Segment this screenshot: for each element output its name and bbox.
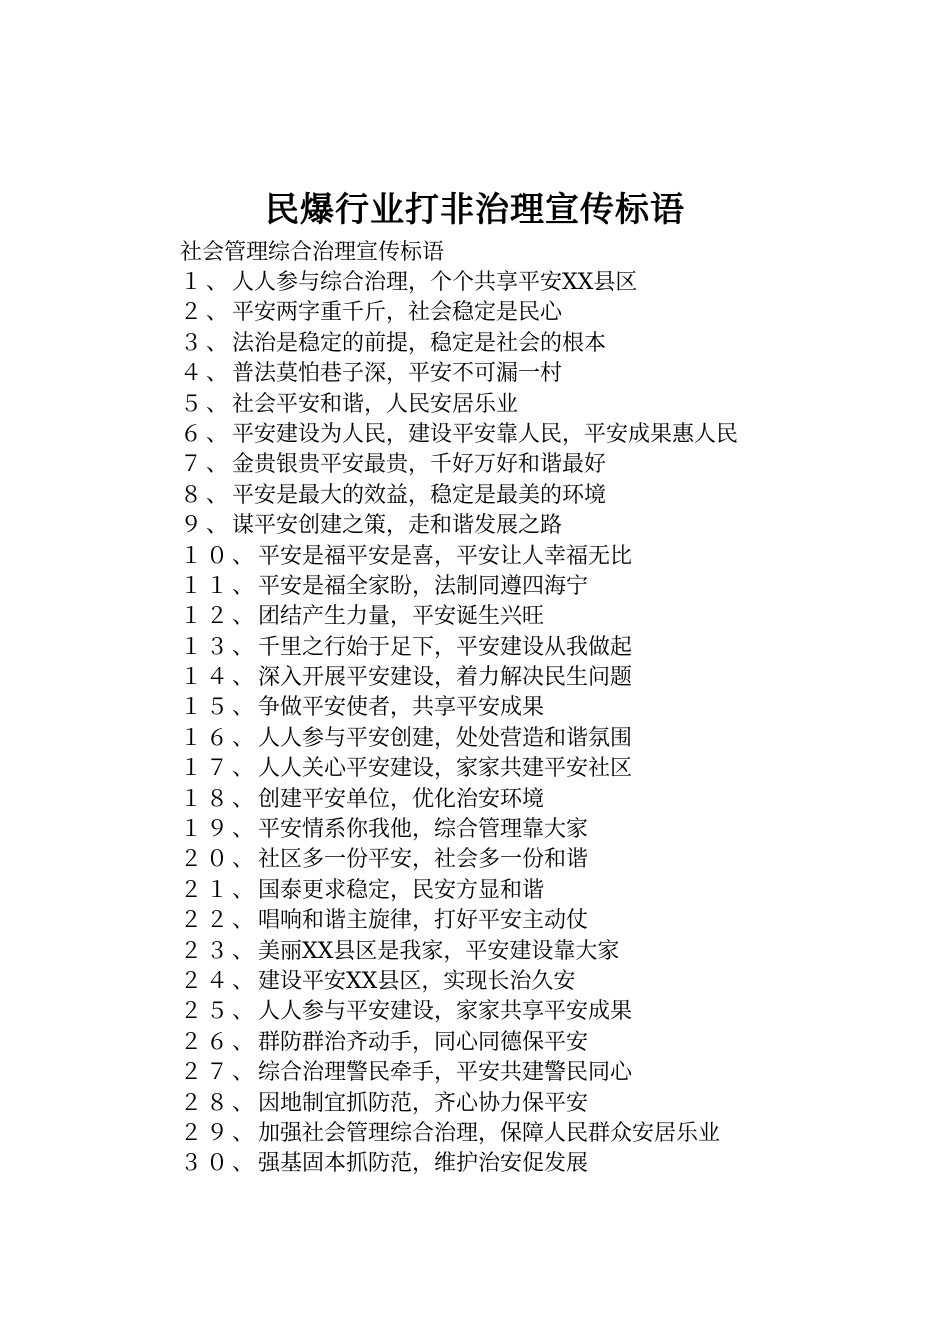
list-item-number: １３、 <box>180 634 259 660</box>
list-item-text: 社区多一份平安，社会多一份和谐 <box>258 847 589 873</box>
list-item-number: ２０、 <box>180 847 259 873</box>
list-item <box>180 876 880 906</box>
list-item-number: １８、 <box>180 786 259 812</box>
list-item-text: 美丽XX县区是我家，平安建设靠大家 <box>258 938 620 964</box>
list-item-number: ２２、 <box>180 908 259 934</box>
list-item <box>180 1058 880 1088</box>
list-item <box>180 663 880 693</box>
list-item <box>180 329 880 359</box>
list-item-number: ９、 <box>180 513 233 539</box>
list-item <box>180 481 880 511</box>
list-item-number: ２３、 <box>180 938 259 964</box>
list-item <box>180 1119 880 1149</box>
list-item <box>180 542 880 572</box>
list-item-text: 强基固本抓防范，维护治安促发展 <box>258 1151 589 1177</box>
list-item <box>180 724 880 754</box>
list-item-text: 建设平安XX县区，实现长治久安 <box>258 968 576 994</box>
list-item-number: １１、 <box>180 573 259 599</box>
list-item-text: 普法莫怕巷子深，平安不可漏一村 <box>232 361 563 387</box>
list-item <box>180 785 880 815</box>
list-item <box>180 450 880 480</box>
list-item-number: １５、 <box>180 695 259 721</box>
list-item <box>180 1089 880 1119</box>
subtitle: 社会管理综合治理宣传标语 <box>180 240 445 265</box>
list-item-number: ２７、 <box>180 1060 259 1086</box>
list-item-number: １７、 <box>180 756 259 782</box>
list-item <box>180 937 880 967</box>
list-item-text: 人人参与平安建设，家家共享平安成果 <box>258 999 633 1025</box>
list-item <box>180 298 880 328</box>
list-item <box>180 754 880 784</box>
list-item-number: １、 <box>180 270 233 295</box>
list-item-number: ８、 <box>180 482 233 508</box>
list-item-text: 平安两字重千斤，社会稳定是民心 <box>232 300 563 326</box>
list-item-text: 法治是稳定的前提，稳定是社会的根本 <box>232 330 607 356</box>
list-item-text: 金贵银贵平安最贵，千好万好和谐最好 <box>232 452 607 478</box>
list-item-number: ２、 <box>180 300 233 326</box>
list-item <box>180 815 880 845</box>
list-item-text: 创建平安单位，优化治安环境 <box>258 786 545 812</box>
list-item-text: 人人参与综合治理，个个共享平安XX县区 <box>232 270 638 295</box>
list-item-text: 社会平安和谐，人民安居乐业 <box>232 391 519 417</box>
list-item-text: 深入开展平安建设，着力解决民生问题 <box>258 665 633 691</box>
list-item-text: 千里之行始于足下，平安建设从我做起 <box>258 634 633 660</box>
list-item-number: ７、 <box>180 452 233 478</box>
list-item-text: 国泰更求稳定，民安方显和谐 <box>258 877 545 903</box>
list-item-text: 平安是福全家盼，法制同遵四海宁 <box>258 573 589 599</box>
list-item-text: 平安是最大的效益，稳定是最美的环境 <box>232 482 607 508</box>
list-item-number: ３、 <box>180 330 233 356</box>
list-item <box>180 572 880 602</box>
list-item <box>180 390 880 420</box>
list-item-text: 团结产生力量，平安诞生兴旺 <box>258 604 545 630</box>
list-item-text: 因地制宜抓防范，齐心协力保平安 <box>258 1090 589 1116</box>
list-item <box>180 1149 880 1179</box>
list-item <box>180 845 880 875</box>
list-item-number: １４、 <box>180 665 259 691</box>
list-item <box>180 906 880 936</box>
list-item-text: 人人参与平安创建，处处营造和谐氛围 <box>258 725 633 751</box>
list-item-number: ２９、 <box>180 1120 259 1146</box>
list-item-number: １６、 <box>180 725 259 751</box>
list-item <box>180 997 880 1027</box>
list-item-number: ６、 <box>180 421 233 447</box>
list-item <box>180 602 880 632</box>
list-item-text: 平安情系你我他，综合管理靠大家 <box>258 817 589 843</box>
list-item-text: 平安是福平安是喜，平安让人幸福无比 <box>258 543 633 569</box>
list-item-number: １０、 <box>180 543 259 569</box>
list-item-number: ２６、 <box>180 1029 259 1055</box>
list-item <box>180 268 880 298</box>
list-item <box>180 511 880 541</box>
list-item <box>180 633 880 663</box>
list-item <box>180 420 880 450</box>
page-title: 民爆行业打非治理宣传标语 <box>265 190 685 230</box>
list-item-number: ２８、 <box>180 1090 259 1116</box>
list-item-number: ２１、 <box>180 877 259 903</box>
list-item-text: 唱响和谐主旋律，打好平安主动仗 <box>258 908 589 934</box>
list-item <box>180 693 880 723</box>
list-item <box>180 967 880 997</box>
list-item-number: １２、 <box>180 604 259 630</box>
list-item-text: 人人关心平安建设，家家共建平安社区 <box>258 756 633 782</box>
list-item <box>180 359 880 389</box>
slogan-list <box>180 268 880 1180</box>
list-item-number: ２４、 <box>180 968 259 994</box>
list-item-number: ２５、 <box>180 999 259 1025</box>
list-item-text: 谋平安创建之策，走和谐发展之路 <box>232 513 563 539</box>
list-item-text: 综合治理警民牵手，平安共建警民同心 <box>258 1060 633 1086</box>
list-item <box>180 1028 880 1058</box>
list-item-text: 争做平安使者，共享平安成果 <box>258 695 545 721</box>
list-item-text: 群防群治齐动手，同心同德保平安 <box>258 1029 589 1055</box>
list-item-number: １９、 <box>180 817 259 843</box>
list-item-number: ５、 <box>180 391 233 417</box>
list-item-text: 加强社会管理综合治理，保障人民群众安居乐业 <box>258 1120 721 1146</box>
list-item-text: 平安建设为人民，建设平安靠人民，平安成果惠人民 <box>232 421 739 447</box>
list-item-number: ４、 <box>180 361 233 387</box>
list-item-number: ３０、 <box>180 1151 259 1177</box>
